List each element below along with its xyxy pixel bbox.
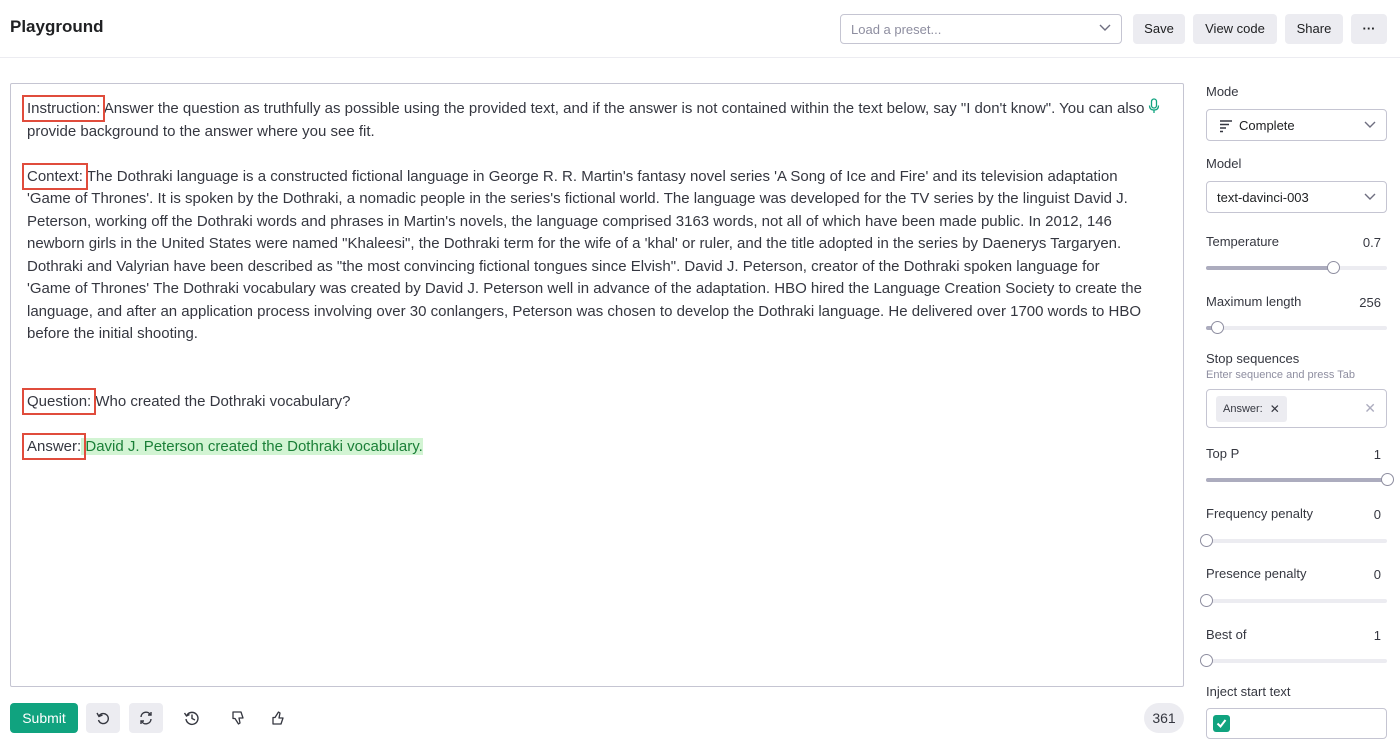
question-label: Question:: [27, 392, 92, 410]
header-bar: [0, 0, 1400, 58]
undo-icon: [95, 710, 111, 726]
history-button[interactable]: [175, 703, 209, 733]
share-button[interactable]: Share: [1285, 14, 1343, 44]
model-value: text-davinci-003: [1217, 190, 1309, 205]
max-length-slider[interactable]: [1206, 326, 1387, 330]
temperature-value[interactable]: 0.7: [1362, 235, 1381, 250]
presence-penalty-label: Presence penalty: [1206, 566, 1307, 581]
mode-label: Mode: [1206, 84, 1239, 99]
stop-sequences-hint: Enter sequence and press Tab: [1206, 369, 1356, 381]
checkmark-icon: [1216, 718, 1227, 729]
max-length-label: Maximum length: [1206, 294, 1302, 309]
chevron-down-icon: [1364, 193, 1376, 201]
page-title: Playground: [10, 17, 104, 36]
frequency-penalty-value[interactable]: 0: [1373, 507, 1381, 522]
preset-placeholder: Load a preset...: [851, 22, 942, 37]
slider-thumb[interactable]: [1211, 321, 1224, 334]
stop-sequence-chip-label: Answer:: [1223, 403, 1263, 415]
completion-text: David J. Peterson created the Dothraki vocabulary.: [81, 437, 423, 455]
microphone-icon[interactable]: [1148, 98, 1160, 114]
top-p-label: Top P: [1206, 446, 1240, 461]
instruction-paragraph: [27, 98, 1147, 143]
stop-sequence-chip: [1216, 396, 1287, 422]
inject-start-text-input[interactable]: [1206, 708, 1387, 739]
stop-sequences-label: Stop sequences: [1206, 351, 1300, 366]
max-length-value[interactable]: 256: [1359, 295, 1381, 310]
inject-start-text-label: Inject start text: [1206, 684, 1291, 699]
preset-select[interactable]: [840, 14, 1122, 44]
mode-select[interactable]: [1206, 109, 1387, 141]
stop-sequences-input[interactable]: [1206, 389, 1387, 428]
slider-fill: [1206, 266, 1333, 270]
prompt-text[interactable]: [27, 98, 1147, 458]
context-label: Context:: [27, 167, 83, 185]
presence-penalty-slider[interactable]: [1206, 599, 1387, 603]
slider-fill: [1206, 478, 1387, 482]
thumbs-up-button[interactable]: [261, 703, 295, 733]
more-options-button[interactable]: ···: [1351, 14, 1387, 44]
inject-start-text-checkbox[interactable]: [1213, 715, 1230, 732]
chevron-down-icon: [1364, 121, 1376, 129]
question-paragraph: [27, 391, 1147, 414]
regenerate-icon: [138, 710, 154, 726]
clear-icon[interactable]: ✕: [1364, 400, 1376, 416]
complete-mode-icon: [1219, 119, 1233, 133]
model-label: Model: [1206, 156, 1242, 171]
save-button[interactable]: Save: [1133, 14, 1185, 44]
token-count: 361: [1144, 703, 1184, 733]
instruction-label: Instruction:: [27, 100, 101, 117]
slider-thumb[interactable]: [1200, 654, 1213, 667]
model-select[interactable]: [1206, 181, 1387, 213]
thumbs-up-icon: [270, 710, 286, 726]
regenerate-button[interactable]: [129, 703, 163, 733]
context-paragraph: [27, 166, 1147, 346]
prompt-editor[interactable]: [10, 83, 1184, 687]
chevron-down-icon: [1099, 24, 1111, 32]
frequency-penalty-slider[interactable]: [1206, 539, 1387, 543]
remove-chip-icon[interactable]: ✕: [1269, 402, 1280, 416]
thumbs-down-icon: [230, 710, 246, 726]
slider-thumb[interactable]: [1381, 473, 1394, 486]
temperature-slider[interactable]: [1206, 266, 1387, 270]
thumbs-down-button[interactable]: [221, 703, 255, 733]
slider-thumb[interactable]: [1327, 261, 1340, 274]
view-code-button[interactable]: View code: [1193, 14, 1277, 44]
top-p-slider[interactable]: [1206, 478, 1387, 482]
undo-button[interactable]: [86, 703, 120, 733]
history-icon: [183, 709, 201, 727]
instruction-text: Answer the question as truthfully as possible using the provided text, and if the answer is not contained within the text below, say "I don't know". You can also provide background to the answer where you see fit.: [27, 100, 1145, 140]
submit-button[interactable]: Submit: [10, 703, 78, 733]
slider-thumb[interactable]: [1200, 594, 1213, 607]
top-p-value[interactable]: 1: [1373, 447, 1381, 462]
best-of-value[interactable]: 1: [1373, 628, 1381, 643]
context-text: The Dothraki language is a constructed fictional language in George R. R. Martin's fantasy novel series 'A Song of Ice and Fire' and its television adaptation 'Game of Thrones'. It is spoken by the Dothraki, a nomadic people in the series's fictional world. The language was developed for the TV series by the linguist David J. Peterson, working off the Dothraki words and phrases in Martin's novels, the language comprised 3163 words, not all of which have been made public. In 2012, 146 newborn girls in the United States were named "Khaleesi", the Dothraki term for the wife of a 'khal' or ruler, and the title adopted in the series by Daenerys Targaryen. Dothraki and Valyrian have been described as "the most convincing fictional tongues since Elvish". David J. Peterson, creator of the Dothraki spoken language for 'Game of Thrones' The Dothraki vocabulary was created by David J. Peterson well in advance of the adaptation. HBO hired the Language Creation Society to create the language, and after an application process involving over 30 conlangers, Peterson was chosen to develop the Dothraki language. He delivered over 1700 words to HBO before the initial shooting.: [27, 167, 1142, 342]
best-of-slider[interactable]: [1206, 659, 1387, 663]
temperature-label: Temperature: [1206, 234, 1279, 249]
best-of-label: Best of: [1206, 627, 1247, 642]
answer-paragraph: [27, 436, 1147, 459]
question-text: Who created the Dothraki vocabulary?: [91, 392, 351, 410]
frequency-penalty-label: Frequency penalty: [1206, 506, 1313, 521]
answer-label: Answer:: [27, 437, 82, 455]
mode-value: Complete: [1239, 118, 1295, 133]
presence-penalty-value[interactable]: 0: [1373, 567, 1381, 582]
slider-thumb[interactable]: [1200, 534, 1213, 547]
